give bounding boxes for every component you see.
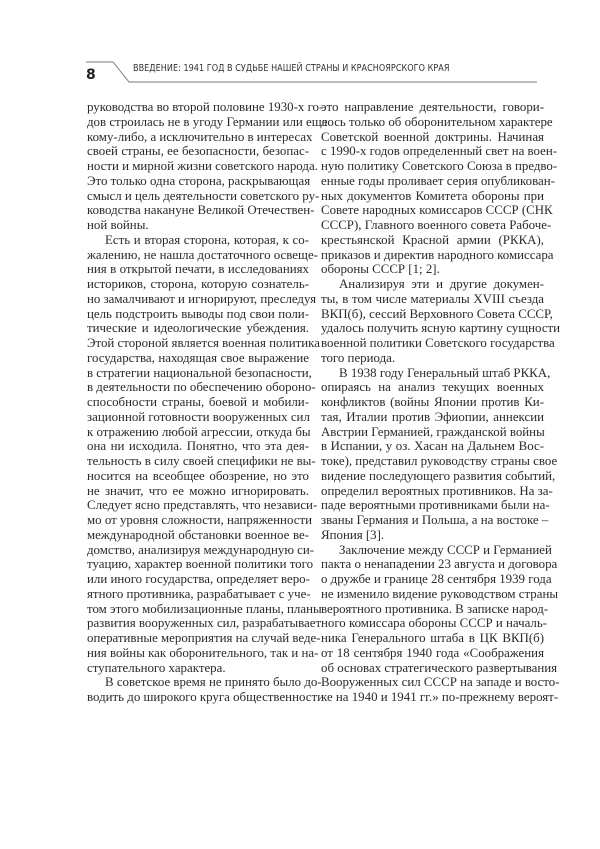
text-line: В советское время не принято было до- — [105, 675, 322, 690]
right-column — [321, 100, 561, 705]
text-line: званы Германия и Польша, а на востоке – — [321, 513, 549, 527]
text-line: ке на 1940 и 1941 гг.» по-прежнему вероят- — [321, 690, 559, 704]
text-line: опираясь на анализ текущих военных — [321, 380, 544, 395]
text-line: руководства во второй половине 1930-х го- — [87, 100, 324, 114]
text-line: токе), представил руководству страны свое — [321, 454, 558, 468]
text-line: туацию, характер военной политики того — [87, 557, 314, 572]
text-line: в стратегии национальной безопасности, — [87, 365, 312, 380]
text-line: смысл и цель деятельности советского ру- — [87, 188, 320, 203]
text-line: пакта о ненападении 23 августа и договора — [321, 557, 558, 572]
text-line: ступательного характера. — [87, 660, 226, 675]
text-line: кому-либо, а исключительно в интересах — [87, 129, 313, 144]
text-line: ных документов Комитета обороны при — [321, 188, 544, 203]
text-line: военной политики Советского государства — [321, 336, 555, 350]
text-line: ния в открытой печати, в исследованиях — [87, 262, 309, 277]
text-line: развития вооруженных сил, разрабатывает — [87, 616, 322, 631]
left-column — [87, 100, 328, 705]
text-line: не изменило видение руководством страны — [321, 586, 559, 601]
text-line: тая, Италии против Эфиопии, аннексии — [321, 409, 544, 424]
text-line: лось только об оборонительном характере — [321, 114, 553, 129]
text-line: крестьянской Красной армии (РККА), — [321, 232, 544, 247]
text-line: цель подстроить выводы под свои поли- — [87, 306, 309, 321]
text-line: носится на всеобщее обозрение, но это — [87, 468, 309, 483]
text-line: Япония [3]. — [321, 527, 385, 542]
text-line: Совете народных комиссаров СССР (СНК — [321, 203, 553, 218]
text-line: жалению, не нашла достаточного освеще- — [87, 247, 318, 262]
text-line: ководства накануне Великой Отечествен- — [87, 203, 315, 218]
text-line: не значит, что ее можно игнорировать. — [87, 483, 309, 498]
text-line: международной обстановки военное ве- — [87, 527, 309, 542]
text-line: в Испании, у оз. Хасан на Дальнем Вос- — [321, 439, 544, 454]
text-line: удалось получить ясную картину сущности — [321, 321, 561, 336]
text-line: государства, находящая свое выражение — [87, 350, 309, 365]
text-line: от 18 сентября 1940 года «Соображения — [321, 645, 544, 660]
text-line: водить до широкого круга общественности — [87, 690, 324, 704]
text-line: того периода. — [321, 350, 396, 365]
text-line: ной войны. — [87, 218, 149, 232]
text-line: видение последующего развития событий, — [321, 468, 556, 483]
text-line: Вооруженных сил СССР на западе и восто- — [321, 675, 560, 690]
running-head: ВВЕДЕНИЕ: 1941 ГОД В СУДЬБЕ НАШЕЙ СТРАНЫ И КРАСНОЯРСКОГО КРАЯ — [133, 63, 450, 74]
text-line: зационной готовности вооруженных сил — [87, 409, 310, 424]
text-line: к отражению любой агрессии, откуда бы — [87, 424, 311, 439]
text-line: ника Генерального штаба в ЦК ВКП(б) — [321, 631, 544, 645]
text-line: вероятного противника. В записке народ- — [321, 601, 549, 616]
page-number: 8 — [86, 67, 96, 83]
text-line: енные годы проливает серия опубликован- — [321, 173, 555, 188]
text-line: Этой стороной является военная политика — [87, 336, 320, 350]
text-line: историков, сторона, которую сознатель- — [87, 277, 309, 291]
text-line: оперативные мероприятия на случай веде- — [87, 631, 321, 645]
text-line: Это только одна сторона, раскрывающая — [87, 173, 311, 188]
text-line: ного комиссара обороны СССР и началь- — [321, 616, 548, 631]
text-line: это направление деятельности, говори- — [321, 100, 544, 114]
text-line: обороны СССР [1; 2]. — [321, 262, 440, 277]
text-line: СССР), Главного военного совета Рабоче- — [321, 218, 552, 232]
text-line: том этого мобилизационные планы, планы — [87, 601, 322, 616]
text-line: определил вероятных противников. На за- — [321, 483, 553, 498]
text-line: в деятельности по обеспечению обороно- — [87, 380, 316, 395]
text-line: об основах стратегического развертывания — [321, 660, 558, 675]
text-line: В 1938 году Генеральный штаб РККА, — [339, 365, 551, 380]
text-line: ВКП(б), сессий Верховного Совета СССР, — [321, 306, 553, 321]
text-line: но замалчивают и игнорируют, преследуя — [87, 291, 317, 306]
text-line: ятного противника, разрабатывает с уче- — [87, 586, 311, 601]
text-line: или иного государства, определяет веро- — [87, 572, 310, 586]
text-line: мо от уровня сложности, напряженности — [87, 513, 312, 527]
text-line: тические и идеологические убеждения. — [87, 321, 309, 336]
text-line: ную политику Советского Союза в предво- — [321, 159, 558, 173]
text-line: способности страны, боевой и мобили- — [87, 395, 309, 409]
text-line: о дружбе и границе 28 сентября 1939 года — [321, 572, 552, 586]
text-line: Следует ясно представлять, что независи- — [87, 498, 318, 513]
text-line: с 1990-х годов определенный свет на воен- — [321, 144, 558, 159]
text-line: домство, анализируя международную си- — [87, 542, 315, 557]
header-rule — [0, 0, 600, 100]
text-line: Австрии Германией, гражданской войны — [321, 424, 545, 439]
text-line: ты, в том числе материалы XVIII съезда — [321, 291, 544, 306]
text-line: конфликтов (войны Японии против Ки- — [321, 395, 544, 409]
text-line: ности и мирной жизни советского народа. — [87, 159, 318, 173]
text-line: своей страны, ее безопасности, безопас- — [87, 144, 309, 159]
text-line: дов строилась не в угоду Германии или еще — [87, 114, 328, 129]
text-line: Советской военной доктрины. Начиная — [321, 129, 544, 144]
text-line: она ни исходила. Понятно, что эта дея- — [87, 439, 309, 454]
text-line: паде вероятными противниками были на- — [321, 498, 550, 513]
text-line: Анализируя эти и другие докумен- — [339, 277, 544, 291]
text-line: приказов и директив народного комиссара — [321, 247, 554, 262]
text-line: Заключение между СССР и Германией — [339, 542, 552, 557]
text-line: Есть и вторая сторона, которая, к со- — [105, 232, 309, 247]
text-line: ния войны как оборонительного, так и на- — [87, 645, 319, 660]
text-line: тельность в силу своей специфики не вы- — [87, 454, 316, 468]
